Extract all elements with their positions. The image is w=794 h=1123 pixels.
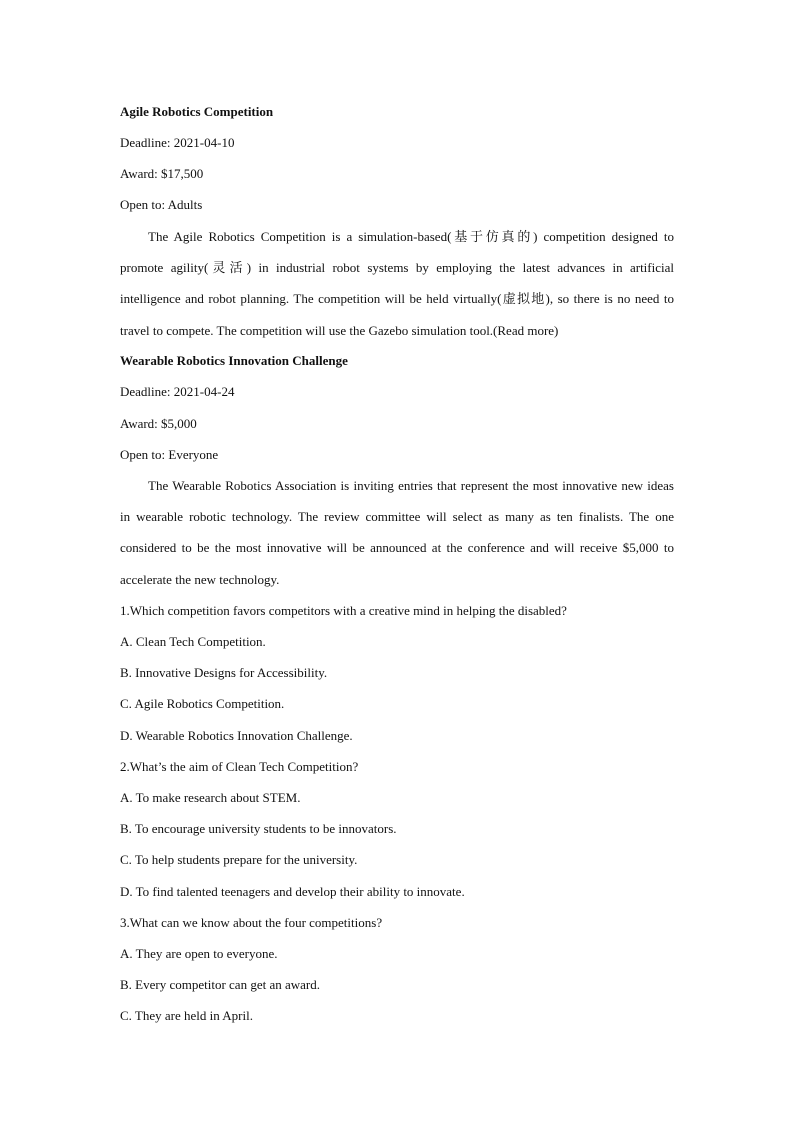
question-option: C. To help students prepare for the university. bbox=[120, 852, 358, 867]
question-option: D. To find talented teenagers and develop their ability to innovate. bbox=[120, 884, 465, 899]
question-option: B. Every competitor can get an award. bbox=[120, 977, 320, 992]
question-option: A. To make research about STEM. bbox=[120, 790, 301, 805]
competition-open-to: Open to: Adults bbox=[120, 197, 203, 212]
competition-deadline: Deadline: 2021-04-10 bbox=[120, 135, 235, 150]
question-option: A. Clean Tech Competition. bbox=[120, 634, 266, 649]
question-stem: 2.What’s the aim of Clean Tech Competition? bbox=[120, 759, 359, 774]
question-stem: 1.Which competition favors competitors with a creative mind in helping the disabled? bbox=[120, 603, 567, 618]
competition-title: Agile Robotics Competition bbox=[120, 104, 274, 119]
question-option: C. Agile Robotics Competition. bbox=[120, 696, 285, 711]
question-option: B. Innovative Designs for Accessibility. bbox=[120, 665, 328, 680]
competition-description: The Wearable Robotics Association is inviting entries that represent the most innovative new ideas in wearable robotic technology. The review committee will select as many as ten finalists. The one considered to be the most innovative will be announced at the conference and will receive $5,000 to accelerate the new technology. bbox=[120, 478, 674, 587]
question-option: B. To encourage university students to be innovators. bbox=[120, 821, 397, 836]
question-option: C. They are held in April. bbox=[120, 1008, 253, 1023]
question-stem: 3.What can we know about the four competitions? bbox=[120, 915, 383, 930]
competition-open-to: Open to: Everyone bbox=[120, 447, 219, 462]
competition-award: Award: $5,000 bbox=[120, 416, 197, 431]
question-option: A. They are open to everyone. bbox=[120, 946, 278, 961]
competition-deadline: Deadline: 2021-04-24 bbox=[120, 384, 235, 399]
question-option: D. Wearable Robotics Innovation Challenge. bbox=[120, 728, 353, 743]
competition-title: Wearable Robotics Innovation Challenge bbox=[120, 353, 348, 368]
competition-award: Award: $17,500 bbox=[120, 166, 204, 181]
competition-description: The Agile Robotics Competition is a simulation-based(基于仿真的) competition designed to promote agility(灵活) in industrial robot systems by employing the latest advances in artificial intelligence and robot planning. The competition will be held virtually(虚拟地), so there is no need to travel to compete. The competition will use the Gazebo simulation tool.(Read more) bbox=[120, 229, 674, 338]
